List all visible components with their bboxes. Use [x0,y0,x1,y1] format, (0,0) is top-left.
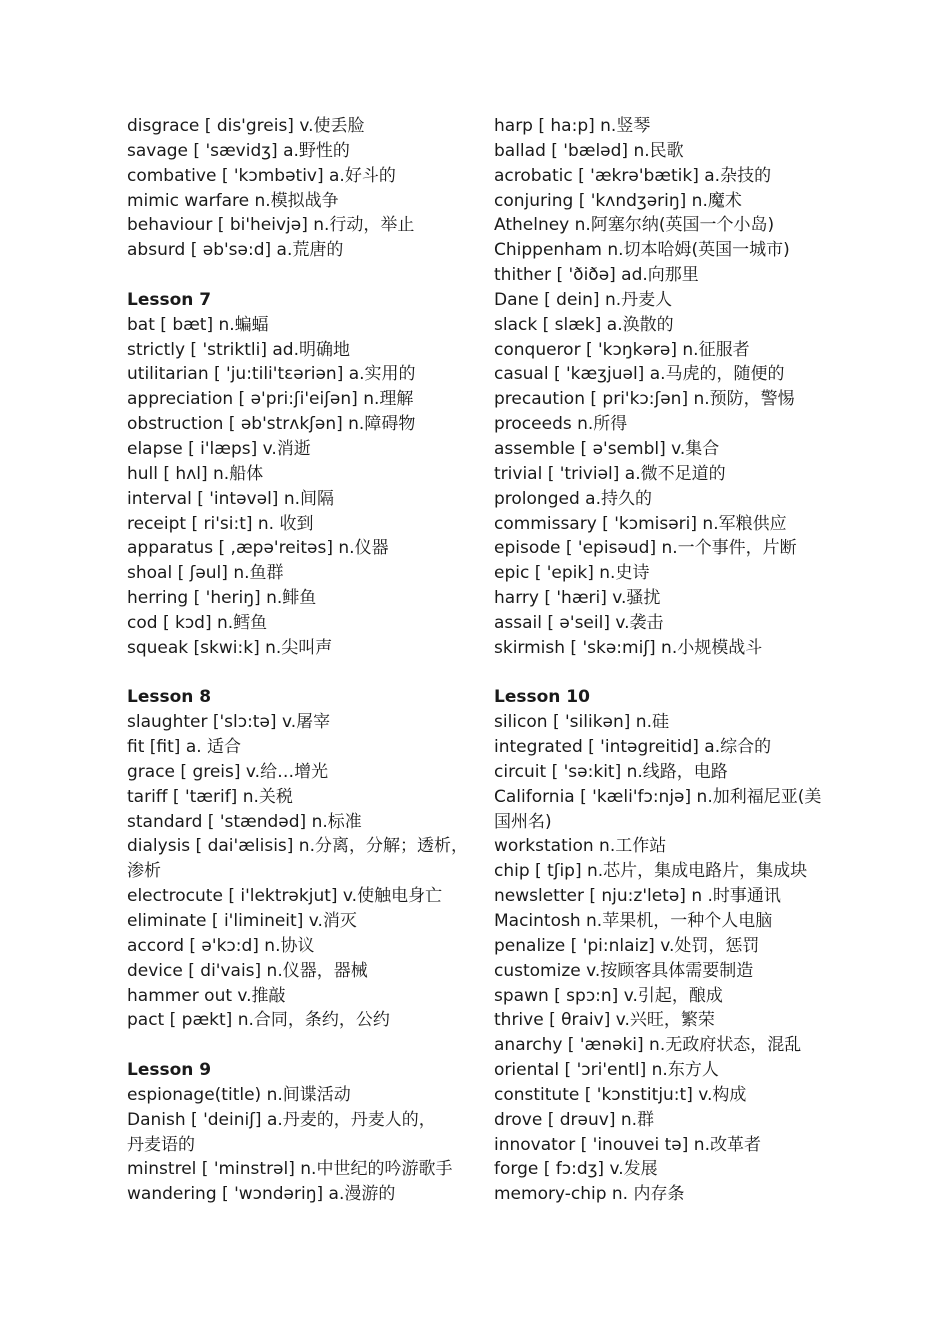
vocab-entry: obstruction [ əb'strʌkʃən] n.障碍物 [127,414,416,435]
vocab-entry: espionage(title) n.间谍活动 [127,1084,351,1105]
vocab-entry: anarchy [ 'ænəki] n.无政府状态，混乱 [494,1035,802,1056]
vocab-entry: pact [ pækt] n.合同，条约，公约 [127,1010,390,1031]
vocab-entry: utilitarian [ 'ju:tili'tεəriən] a.实用的 [127,364,416,385]
vocab-entry: ballad [ 'bæləd] n.民歌 [494,140,684,161]
vocab-entry: California [ 'kæli'fɔ:njə] n.加利福尼亚(美 [494,786,822,807]
vocab-entry: 渗析 [127,861,161,882]
vocab-entry: combative [ 'kɔmbətiv] a.好斗的 [127,165,396,186]
lesson-heading: Lesson 9 [127,1060,212,1081]
vocab-entry: wandering [ 'wɔndəriŋ] a.漫游的 [127,1184,396,1205]
lesson-heading: Lesson 8 [127,687,212,708]
vocab-entry: newsletter [ nju:z'letə] n .时事通讯 [494,886,781,907]
vocab-entry: cod [ kɔd] n.鳕鱼 [127,612,268,633]
vocab-entry: appreciation [ ə'pri:ʃi'eiʃən] n.理解 [127,389,414,410]
vocab-entry: thither [ 'ðiðə] ad.向那里 [494,265,699,286]
vocab-entry: hammer out v.推敲 [127,985,286,1006]
vocab-entry: assail [ ə'seil] v.袭击 [494,612,664,633]
vocab-entry: slack [ slæk] a.涣散的 [494,314,674,335]
vocab-entry: shoal [ ʃəul] n.鱼群 [127,563,284,584]
vocab-entry: device [ di'vais] n.仪器，器械 [127,960,368,981]
vocab-entry: disgrace [ dis'greis] v.使丢脸 [127,116,365,136]
vocab-entry: dialysis [ dai'ælisis] n.分离，分解；透析， [127,836,468,857]
vocab-entry: minstrel [ 'minstrəl] n.中世纪的吟游歌手 [127,1159,453,1180]
vocab-entry: squeak [skwi:k] n.尖叫声 [127,637,333,658]
blank-spacer [494,661,839,686]
vocab-entry: grace [ greis] v.给…增光 [127,761,329,782]
vocab-entry: elapse [ i'læps] v.消逝 [127,438,311,459]
right-column [494,114,839,1207]
vocab-entry: conqueror [ 'kɔŋkərə] n.征服者 [494,339,750,360]
vocab-entry: silicon [ 'silikən] n.硅 [494,712,669,733]
blank-spacer [127,263,472,288]
vocab-entry: constitute [ 'kɔnstitju:t] v.构成 [494,1084,747,1105]
vocab-entry: oriental [ 'ɔri'entl] n.东方人 [494,1060,719,1081]
vocab-entry: hull [ hʌl] n.船体 [127,463,264,484]
vocab-entry: eliminate [ i'limineit] v.消灭 [127,911,357,931]
vocab-entry: Athelney n.阿塞尔纳(英国一个小岛) [494,215,775,236]
vocab-entry: casual [ 'kæʒjuəl] a.马虎的，随便的 [494,364,785,385]
lesson-heading: Lesson 10 [494,687,590,708]
vocab-entry: mimic warfare n.模拟战争 [127,190,339,211]
vocab-entry: chip [ tʃip] n.芯片，集成电路片，集成块 [494,861,808,882]
vocab-entry: commissary [ 'kɔmisəri] n.军粮供应 [494,513,787,534]
vocab-entry: apparatus [ ,æpə'reitəs] n.仪器 [127,538,389,559]
lesson-heading: Lesson 7 [127,289,212,310]
vocab-entry: innovator [ 'inouvei tə] n.改革者 [494,1134,761,1155]
vocab-entry: accord [ ə'kɔ:d] n.协议 [127,935,315,956]
vocab-entry: fit [fit] a. 适合 [127,737,242,758]
vocab-entry: herring [ 'heriŋ] n.鲱鱼 [127,588,317,609]
vocab-entry: harp [ ha:p] n.竖琴 [494,116,651,136]
vocab-entry: Macintosh n.苹果机，一种个人电脑 [494,911,773,931]
vocab-entry: precaution [ pri'kɔ:ʃən] n.预防，警惕 [494,389,795,410]
vocab-entry: forge [ fɔ:dʒ] v.发展 [494,1159,658,1180]
blank-spacer [127,1033,472,1058]
vocab-entry: episode [ 'episəud] n.一个事件，片断 [494,538,797,559]
vocab-entry: bat [ bæt] n.蝙蝠 [127,314,269,335]
vocab-entry: 国州名) [494,811,552,832]
vocab-entry: circuit [ 'sə:kit] n.线路，电路 [494,761,728,782]
left-column [127,114,472,1207]
vocab-entry: tariff [ 'tærif] n.关税 [127,786,293,807]
vocab-entry: epic [ 'epik] n.史诗 [494,563,650,584]
vocab-entry: Chippenham n.切本哈姆(英国一城市) [494,240,790,261]
vocab-entry: receipt [ ri'si:t] n. 收到 [127,513,314,534]
vocab-entry: customize v.按顾客具体需要制造 [494,960,754,981]
vocab-entry: harry [ 'hæri] v.骚扰 [494,588,661,609]
vocab-entry: 丹麦语的 [127,1134,195,1155]
vocab-entry: integrated [ 'intəgreitid] a.综合的 [494,737,772,758]
vocab-entry: drove [ drəuv] n.群 [494,1109,655,1130]
vocab-entry: workstation n.工作站 [494,836,667,857]
vocab-entry: savage [ 'sævidʒ] a.野性的 [127,140,350,161]
blank-spacer [127,661,472,686]
vocab-entry: behaviour [ bi'heivjə] n.行动，举止 [127,215,415,236]
vocab-entry: standard [ 'stændəd] n.标准 [127,811,362,832]
vocab-entry: proceeds n.所得 [494,414,628,435]
vocab-entry: acrobatic [ 'ækrə'bætik] a.杂技的 [494,165,772,186]
vocab-entry: assemble [ ə'sembl] v.集合 [494,438,720,459]
vocab-entry: thrive [ θraiv] v.兴旺，繁荣 [494,1010,715,1031]
vocab-entry: Danish [ 'deiniʃ] a.丹麦的，丹麦人的， [127,1109,436,1130]
vocab-entry: skirmish [ 'skə:miʃ] n.小规模战斗 [494,637,763,658]
vocab-entry: conjuring [ 'kʌndʒəriŋ] n.魔术 [494,190,742,211]
vocab-entry: strictly [ 'striktli] ad.明确地 [127,339,350,360]
vocab-entry: memory-chip n. 内存条 [494,1184,685,1205]
vocab-entry: spawn [ spɔ:n] v.引起，酿成 [494,985,723,1006]
vocab-entry: penalize [ 'pi:nlaiz] v.处罚，惩罚 [494,935,760,956]
vocab-entry: interval [ 'intəvəl] n.间隔 [127,488,335,509]
vocab-entry: Dane [ dein] n.丹麦人 [494,289,673,310]
vocab-entry: absurd [ əb'sə:d] a.荒唐的 [127,240,344,261]
vocab-entry: slaughter ['slɔ:tə] v.屠宰 [127,712,331,733]
vocab-entry: trivial [ 'triviəl] a.微不足道的 [494,463,726,484]
vocab-entry: electrocute [ i'lektrəkjut] v.使触电身亡 [127,886,443,907]
vocab-entry: prolonged a.持久的 [494,488,652,509]
